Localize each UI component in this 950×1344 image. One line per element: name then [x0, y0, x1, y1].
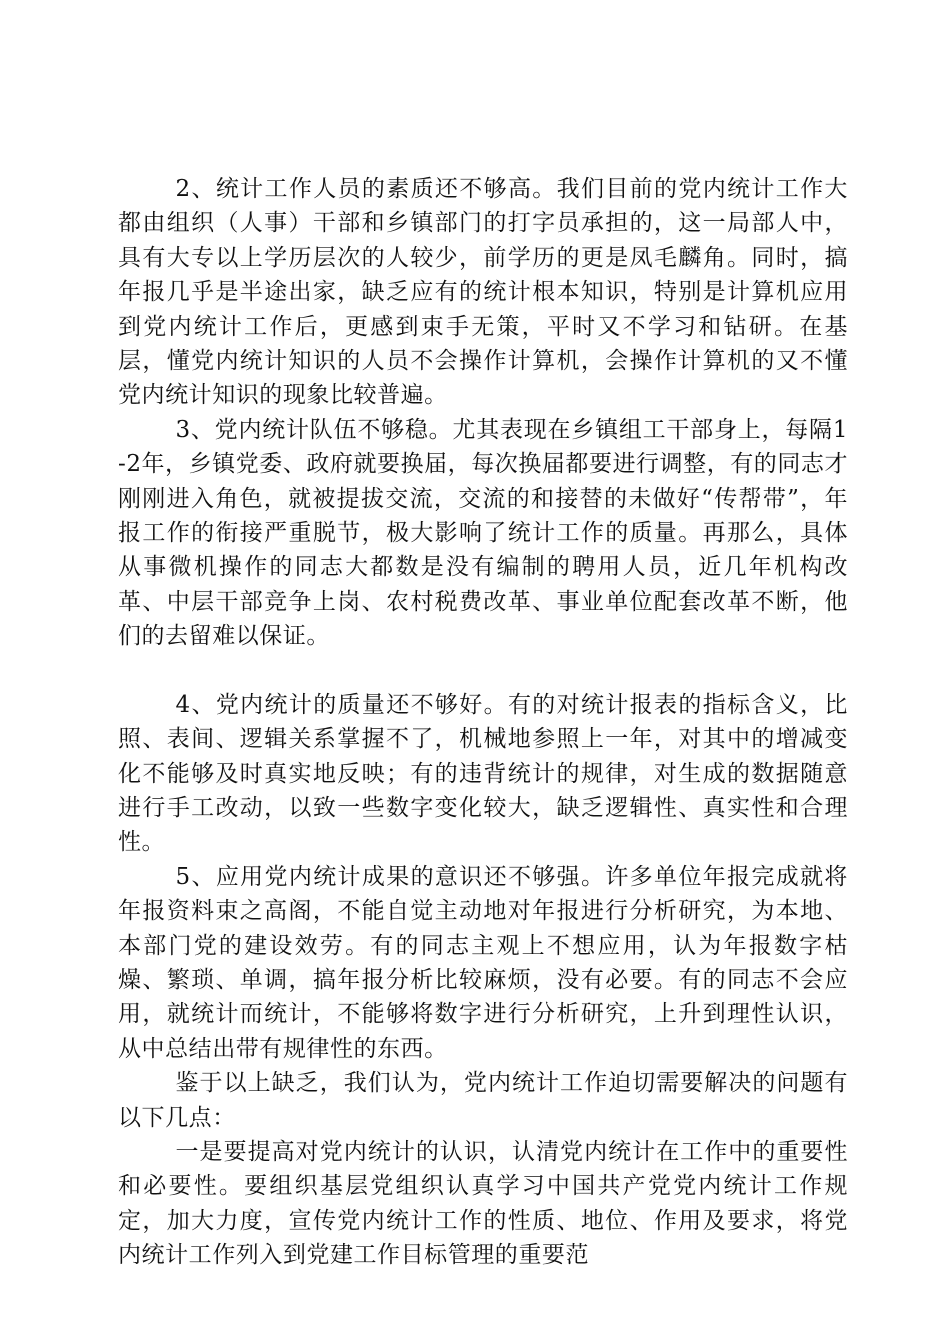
paragraph-team-stability: 3、党内统计队伍不够稳。尤其表现在乡镇组工干部身上，每隔1-2年，乡镇党委、政府就要换届，每次换届都要进行调整，有的同志才刚刚进入角色，就被提拔交流，交流的和接替的未做好“传帮带”，年报工作的衔接严重脱节，极大影响了统计工作的质量。再那么，具体从事微机操作的同志大都数是没有编制的聘用人员，近几年机构改革、中层干部竞争上岗、农村税费改革、事业单位配套改革不断，他们的去留难以保证。 [118, 416, 849, 650]
document-body [118, 172, 848, 1273]
paragraph-statistics-quality: 4、党内统计的质量还不够好。有的对统计报表的指标含义，比照、表间、逻辑关系掌握不了，机械地参照上一年，对其中的增减变化不能够及时真实地反映；有的违背统计的规律，对生成的数据随意进行手工改动，以致一些数字变化较大，缺乏逻辑性、真实性和合理性。 [118, 691, 848, 856]
paragraph-point-one: 一是要提高对党内统计的认识，认清党内统计在工作中的重要性和必要性。要组织基层党组织认真学习中国共产党党内统计工作规定，加大力度，宣传党内统计工作的性质、地位、作用及要求，将党内统计工作列入到党建工作目标管理的重要范 [118, 1138, 848, 1269]
paragraph-staff-quality: 2、统计工作人员的素质还不够高。我们目前的党内统计工作大都由组织（人事）干部和乡镇部门的打字员承担的，这一局部人中，具有大专以上学历层次的人较少，前学历的更是凤毛麟角。同时，搞年报几乎是半途出家，缺乏应有的统计根本知识，特别是计算机应用到党内统计工作后，更感到束手无策，平时又不学习和钻研。在基层，懂党内统计知识的人员不会操作计算机，会操作计算机的又不懂党内统计知识的现象比较普遍。 [118, 176, 848, 409]
paragraph-summary-intro: 鉴于以上缺乏，我们认为，党内统计工作迫切需要解决的问题有以下几点： [118, 1070, 848, 1131]
paragraph-application-awareness: 5、应用党内统计成果的意识还不够强。许多单位年报完成就将年报资料束之高阁，不能自觉主动地对年报进行分析研究，为本地、本部门党的建设效劳。有的同志主观上不想应用，认为年报数字枯燥、繁琐、单调，搞年报分析比较麻烦，没有必要。有的同志不会应用，就统计而统计，不能够将数字进行分析研究，上升到理性认识，从中总结出带有规律性的东西。 [118, 863, 848, 1062]
